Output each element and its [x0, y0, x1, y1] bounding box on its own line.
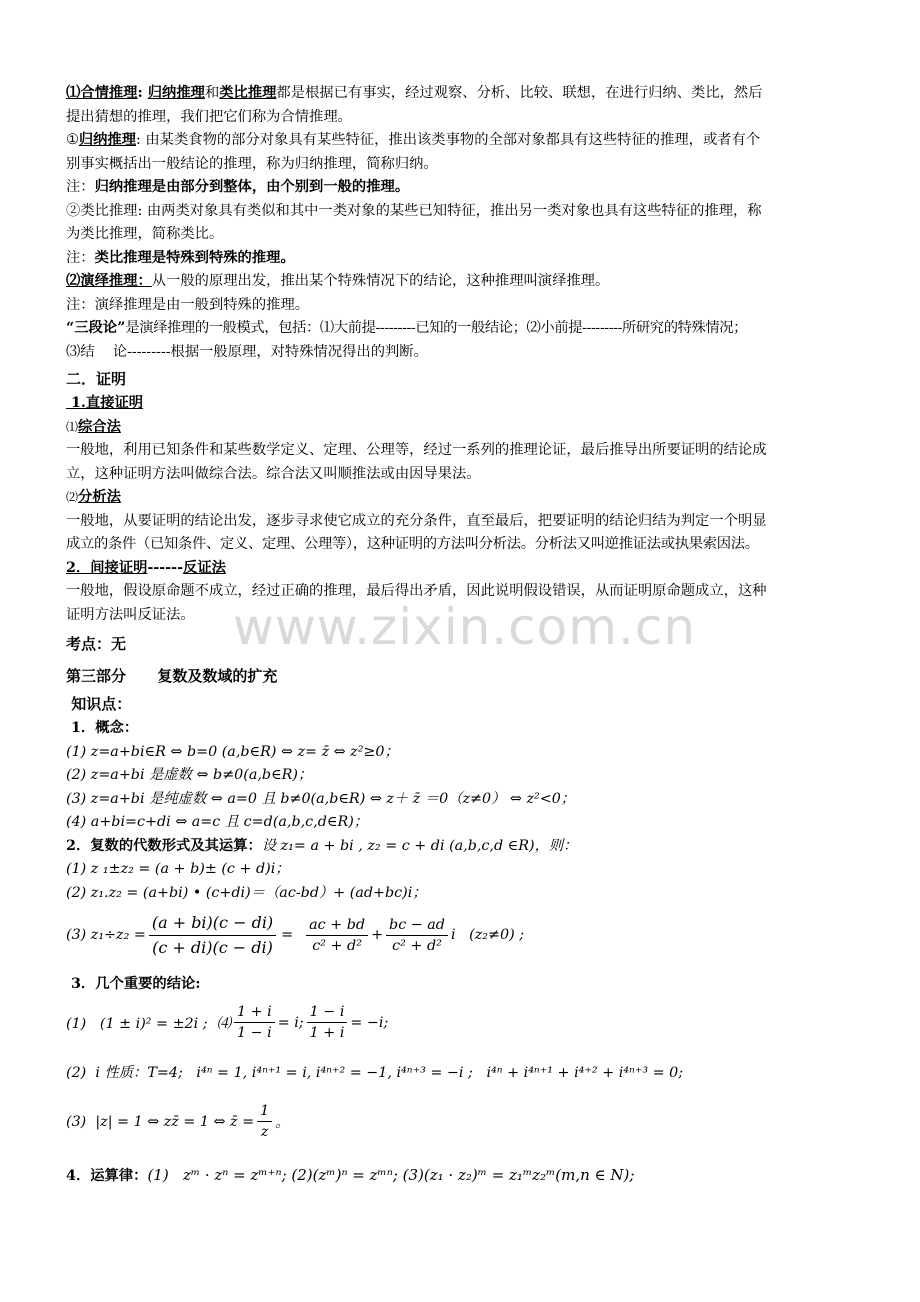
conclusion-1-mid: = i; [277, 1014, 304, 1031]
concept-title: 1．概念： [66, 720, 139, 736]
text-line11: 是演绎推理的一般模式，包括：⑴大前提---------已知的一般结论；⑵小前提---------所研究的特殊情况； [125, 320, 748, 336]
text-line9: 从一般的原理出发，推出某个特殊情况下的结论，这种推理叫演绎推理。 [151, 273, 610, 289]
conclusion-2-text: (2) i 性质：T=4; i⁴ⁿ = 1, i⁴ⁿ⁺¹ = i, i⁴ⁿ⁺² = −1, i⁴ⁿ⁺³ = −i ; i⁴ⁿ + i⁴ⁿ⁺¹ + i⁴⁺² + i⁴ⁿ⁺³ = 0; [66, 1064, 684, 1081]
laws-label: 4．运算律： [66, 1167, 148, 1184]
paragraph-sanduanlun [66, 317, 858, 341]
text-analysis-2: 成立的条件（已知条件、定义、定理、公理等），这种证明的方法叫分析法。分析法又叫逆推证法或执果索因法。 [66, 536, 759, 552]
concept-1: (1) z=a+bi∈R ⇔ b=0 (a,b∈R) ⇔ z= z̄ ⇔ z²≥0； [66, 743, 399, 760]
note-label: 注： [66, 179, 95, 195]
text-line3: : 由某类食物的部分对象具有某些特征，推出该类事物的全部对象都具有这些特征的推理，或者有个 [136, 132, 761, 148]
text-synthesis-2: 立，这种证明方法叫做综合法。综合法又叫顺推法或由因导果法。 [66, 465, 481, 482]
plus: + [371, 927, 384, 943]
term-yanyi: ⑵演绎推理： [66, 273, 152, 289]
concept-2: (2) z=a+bi 是虚数 ⇔ b≠0(a,b∈R)； [66, 767, 313, 783]
fraction-denominator: 1 − i [236, 1025, 272, 1041]
conclusions-title: 3．几个重要的结论: [66, 976, 201, 992]
fraction-denominator: 1 + i [309, 1025, 345, 1041]
operation-mul: (2) z₁.z₂ = (a+bi) • (c+di)＝（ac-bd）+ (ad+bc)i； [66, 884, 427, 901]
text-and: 和 [204, 85, 220, 101]
text-contradiction-1: 一般地，假设原命题不成立，经过正确的推理，最后得出矛盾，因此说明假设错误，从而证明原命题成立，这种 [66, 583, 767, 599]
operations-title [66, 835, 858, 859]
div-fraction-2 [306, 915, 368, 956]
section-title-proof: 二．证明 [66, 370, 127, 388]
section-title-complex: 第三部分 复数及数域的扩充 [66, 667, 278, 685]
fraction-denominator: c² + d² [312, 937, 362, 954]
term-heqing: ⑴合情推理 [66, 85, 138, 101]
colon: : [137, 85, 148, 101]
equals: = [281, 927, 294, 943]
marker: ⑵ [66, 490, 79, 504]
conclusion-3-frac [257, 1101, 272, 1142]
fraction-numerator: (a + bi)(c − di) [149, 911, 276, 936]
operation-add: (1) z ₁±z₂ = (a + b)± (c + d)i； [66, 861, 290, 877]
div-fraction-3 [386, 915, 448, 956]
text-line1: 都是根据已有事实，经过观察、分析、比较、联想，在进行归纳、类比，然后 [276, 85, 763, 101]
term-guina: 归纳推理 [147, 85, 205, 101]
text-line12: ⑶结 论---------根据一般原理，对特殊情况得出的判断。 [66, 343, 428, 360]
concept-4: (4) a+bi=c+di ⇔ a=c 且 c=d(a,b,c,d∈R)； [66, 814, 369, 830]
conclusion-1 [66, 997, 858, 1049]
fraction-numerator: ac + bd [306, 915, 368, 936]
fraction-numerator: 1 + i [234, 1002, 275, 1023]
concept-3: (3) z=a+bi 是纯虚数 ⇔ a=0 且 b≠0(a,b∈R) ⇔ z＋ z̄ ＝0（z≠0） ⇔ z²<0； [66, 790, 576, 807]
kaodian: 考点：无 [66, 635, 127, 653]
fraction-numerator: 1 − i [307, 1002, 348, 1023]
text-contradiction-2: 证明方法叫反证法。 [66, 606, 195, 623]
text-line4: 别事实概括出一般结论的推理，称为归纳推理，简称归纳。 [66, 155, 438, 172]
conclusion-1-frac-b [307, 1002, 348, 1043]
conclusion-3-prefix: (3) |z| = 1 ⇔ zz̄ = 1 ⇔ z̄ = [66, 1113, 255, 1130]
paragraph-yanyi [66, 270, 858, 294]
conclusion-1-suffix: = −i; [350, 1014, 389, 1031]
conclusion-1-prefix: (1) (1 ± i)² = ±2i ; ⑷ [66, 1015, 231, 1032]
operation-laws [66, 1155, 858, 1195]
note-label: 注： [66, 249, 95, 266]
fraction-denominator: c² + d² [392, 937, 442, 954]
term-synthesis: 综合法 [78, 418, 121, 435]
div-prefix: (3) z₁÷z₂ = [66, 927, 146, 943]
knowledge-points: 知识点： [66, 695, 132, 713]
note-leibi [66, 247, 858, 271]
subsection-analysis [66, 486, 858, 510]
subsection-indirect-proof [66, 557, 858, 581]
fraction-denominator: z [260, 1124, 269, 1140]
dashes: ------ [147, 559, 184, 576]
term-indirect: 2．间接证明 [66, 559, 148, 576]
paragraph-heqing [66, 82, 858, 106]
term-analysis: 分析法 [78, 489, 121, 505]
marker: ⑴ [66, 419, 79, 434]
text-line7: 为类比推理，简称类比。 [66, 226, 224, 242]
note-text: 类比推理是特殊到特殊的推理。 [94, 249, 295, 266]
text-synthesis-1: 一般地，利用已知条件和某些数学定义、定理、公理等，经过一系列的推理论证，最后推导出所要证明的结论成 [66, 442, 767, 458]
laws-text: (1) zᵐ · zⁿ = zᵐ⁺ⁿ; (2)(zᵐ)ⁿ = zᵐⁿ; (3)(z₁ · z₂)ᵐ = z₁ᵐz₂ᵐ(m,n ∈ N); [147, 1165, 635, 1184]
conclusion-2 [66, 1049, 858, 1095]
operations-def: 设 z₁= a + bi , z₂ = c + di (a,b,c,d ∈R)，则： [261, 837, 578, 854]
term-leibi: 类比推理 [219, 85, 277, 101]
fraction-numerator: bc − ad [386, 915, 448, 936]
watermark: www.zixin.com.cn [233, 598, 697, 656]
marker: ① [66, 132, 79, 148]
fraction-denominator: (c + di)(c − di) [152, 937, 273, 957]
subsection-synthesis [66, 416, 858, 440]
note-guina [66, 176, 858, 200]
term-guina-def: 归纳推理 [78, 132, 137, 148]
text-line2: 提出猜想的推理，我们把它们称为合情推理。 [66, 108, 352, 125]
div-fraction-1 [149, 911, 276, 960]
text-line6: ②类比推理: 由两类对象具有类似和其中一类对象的某些已知特征，推出另一类对象也具有这些特征的推理，称 [66, 202, 762, 219]
operation-div [66, 905, 858, 965]
operations-label: 2．复数的代数形式及其运算： [66, 837, 262, 854]
text-line10: 注：演绎推理是由一般到特殊的推理。 [66, 296, 310, 313]
note-text: 归纳推理是由部分到整体，由个别到一般的推理。 [94, 179, 410, 195]
conclusion-1-frac-a [234, 1002, 275, 1043]
term-contradiction: 反证法 [183, 559, 226, 576]
document-page [66, 82, 858, 1195]
fraction-numerator: 1 [257, 1101, 272, 1122]
subsection-direct-proof: 1.直接证明 [66, 395, 144, 411]
conclusion-3 [66, 1095, 858, 1149]
conclusion-3-suffix: 。 [275, 1114, 290, 1131]
term-sanduanlun: “三段论” [66, 320, 126, 336]
paragraph-guina [66, 129, 858, 153]
text-analysis-1: 一般地，从要证明的结论出发，逐步寻求使它成立的充分条件，直至最后，把要证明的结论归结为判定一个明显 [66, 512, 767, 529]
div-suffix: i (z₂≠0) ; [450, 927, 525, 943]
